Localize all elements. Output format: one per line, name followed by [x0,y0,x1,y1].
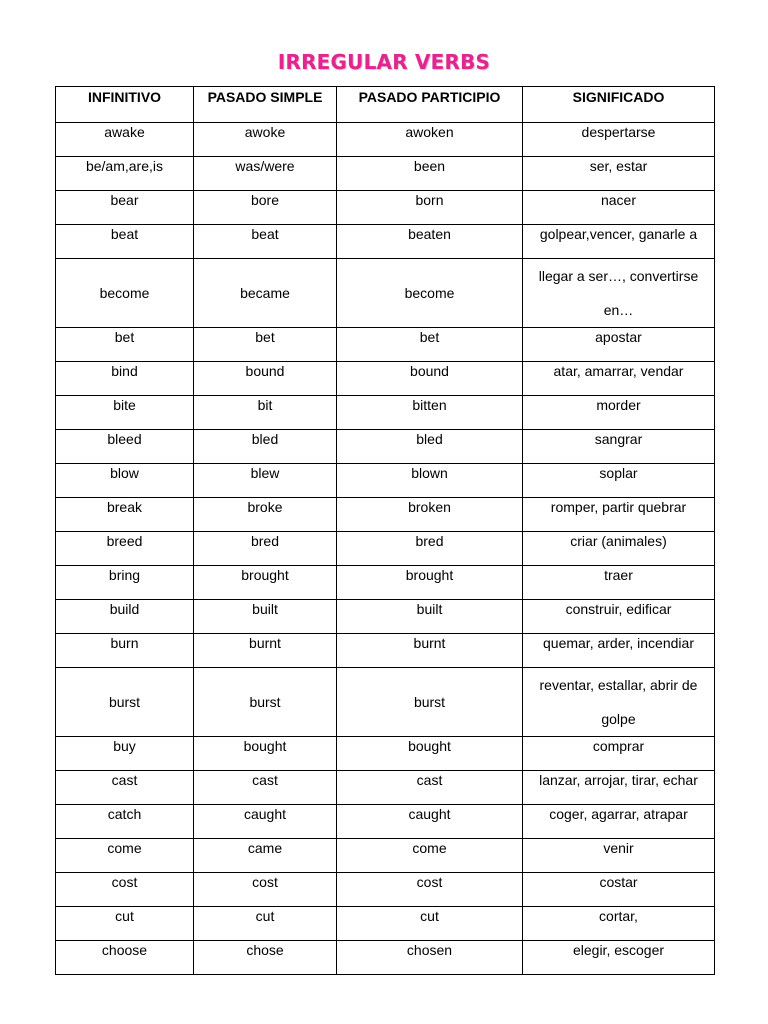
cell-past: bled [194,430,337,464]
cell-past: built [194,600,337,634]
cell-meaning: comprar [523,737,715,771]
table-row [56,941,715,975]
table-header-row [56,87,715,123]
cell-past: bought [194,737,337,771]
cell-meaning: elegir, escoger [523,941,715,975]
cell-past: cost [194,873,337,907]
cell-meaning: construir, edificar [523,600,715,634]
cell-participle: cast [337,771,523,805]
cell-meaning: traer [523,566,715,600]
page-title: IRREGULAR VERBS [277,50,491,74]
cell-past: beat [194,225,337,259]
table-row [56,123,715,157]
cell-meaning: llegar a ser…, convertirse en… [523,259,715,328]
cell-meaning: morder [523,396,715,430]
table-row [56,362,715,396]
irregular-verbs-table [55,86,715,975]
cell-participle: become [337,259,523,328]
cell-past: burnt [194,634,337,668]
cell-infinitive: choose [56,941,194,975]
table-row [56,600,715,634]
table-row [56,737,715,771]
table-row [56,259,715,328]
cell-past: bred [194,532,337,566]
table-row [56,805,715,839]
cell-infinitive: awake [56,123,194,157]
table-row [56,430,715,464]
cell-past: cut [194,907,337,941]
table-row [56,464,715,498]
header-significado: SIGNIFICADO [523,87,715,123]
cell-participle: bled [337,430,523,464]
cell-meaning: reventar, estallar, abrir de golpe [523,668,715,737]
cell-infinitive: bite [56,396,194,430]
cell-infinitive: breed [56,532,194,566]
cell-meaning: coger, agarrar, atrapar [523,805,715,839]
cell-meaning: quemar, arder, incendiar [523,634,715,668]
cell-participle: come [337,839,523,873]
cell-meaning: ser, estar [523,157,715,191]
cell-meaning: nacer [523,191,715,225]
cell-infinitive: bleed [56,430,194,464]
cell-past: caught [194,805,337,839]
cell-past: bore [194,191,337,225]
cell-infinitive: cast [56,771,194,805]
table-row [56,225,715,259]
cell-past: became [194,259,337,328]
cell-participle: brought [337,566,523,600]
cell-meaning: despertarse [523,123,715,157]
cell-past: awoke [194,123,337,157]
cell-participle: cost [337,873,523,907]
cell-meaning: apostar [523,328,715,362]
cell-participle: blown [337,464,523,498]
table-row [56,873,715,907]
cell-past: broke [194,498,337,532]
cell-infinitive: beat [56,225,194,259]
cell-participle: been [337,157,523,191]
cell-infinitive: come [56,839,194,873]
table-row [56,907,715,941]
cell-meaning: criar (animales) [523,532,715,566]
cell-participle: cut [337,907,523,941]
cell-infinitive: burst [56,668,194,737]
cell-infinitive: buy [56,737,194,771]
cell-meaning: costar [523,873,715,907]
cell-infinitive: become [56,259,194,328]
cell-meaning: sangrar [523,430,715,464]
header-pasado-participio: PASADO PARTICIPIO [337,87,523,123]
cell-infinitive: bind [56,362,194,396]
cell-past: blew [194,464,337,498]
table-row [56,498,715,532]
cell-past: was/were [194,157,337,191]
cell-past: bet [194,328,337,362]
cell-meaning: soplar [523,464,715,498]
cell-participle: bought [337,737,523,771]
cell-infinitive: blow [56,464,194,498]
cell-participle: bound [337,362,523,396]
cell-past: chose [194,941,337,975]
cell-meaning: lanzar, arrojar, tirar, echar [523,771,715,805]
cell-meaning: golpear,vencer, ganarle a [523,225,715,259]
table-row [56,771,715,805]
cell-past: bound [194,362,337,396]
cell-participle: burnt [337,634,523,668]
table-row [56,668,715,737]
cell-participle: bitten [337,396,523,430]
table-row [56,157,715,191]
cell-past: brought [194,566,337,600]
table-row [56,634,715,668]
cell-infinitive: burn [56,634,194,668]
table-row [56,532,715,566]
cell-infinitive: be/am,are,is [56,157,194,191]
cell-participle: built [337,600,523,634]
cell-infinitive: bear [56,191,194,225]
cell-past: cast [194,771,337,805]
cell-infinitive: catch [56,805,194,839]
table-row [56,328,715,362]
cell-participle: awoken [337,123,523,157]
cell-past: burst [194,668,337,737]
cell-participle: bred [337,532,523,566]
table-row [56,396,715,430]
cell-participle: born [337,191,523,225]
table-row [56,191,715,225]
cell-participle: chosen [337,941,523,975]
cell-participle: burst [337,668,523,737]
cell-participle: beaten [337,225,523,259]
cell-participle: broken [337,498,523,532]
header-infinitivo: INFINITIVO [56,87,194,123]
cell-infinitive: bring [56,566,194,600]
table-row [56,566,715,600]
cell-infinitive: cost [56,873,194,907]
cell-meaning: venir [523,839,715,873]
cell-infinitive: bet [56,328,194,362]
cell-participle: caught [337,805,523,839]
cell-infinitive: build [56,600,194,634]
cell-meaning: atar, amarrar, vendar [523,362,715,396]
cell-past: came [194,839,337,873]
table-row [56,839,715,873]
cell-past: bit [194,396,337,430]
cell-meaning: romper, partir quebrar [523,498,715,532]
cell-infinitive: break [56,498,194,532]
cell-meaning: cortar, [523,907,715,941]
header-pasado-simple: PASADO SIMPLE [194,87,337,123]
cell-participle: bet [337,328,523,362]
cell-infinitive: cut [56,907,194,941]
